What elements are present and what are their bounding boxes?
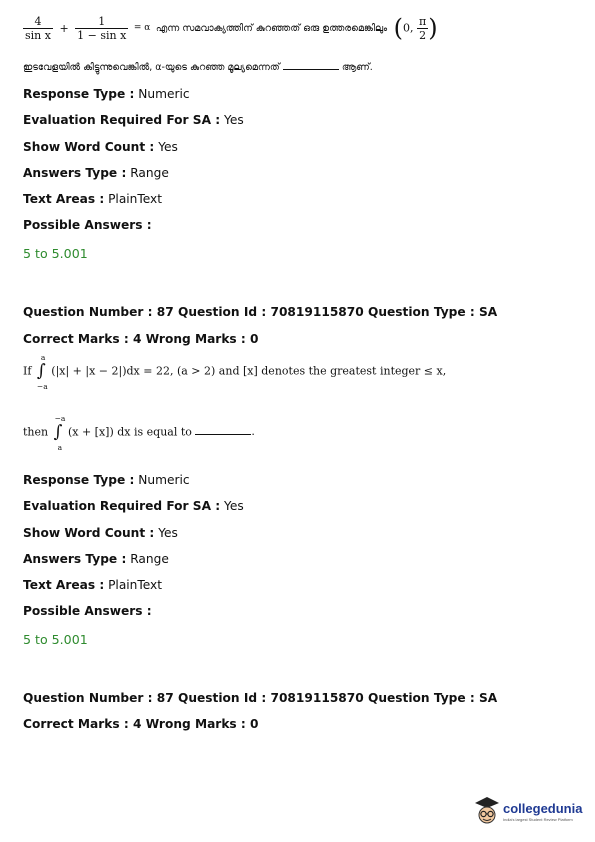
fraction-pi-over-2: $\frac{\pi}{2}$ <box>419 14 427 42</box>
possible-answers-label: Possible Answers : <box>23 218 152 232</box>
response-type-row: Response Type : Numeric <box>23 473 190 487</box>
graduate-mascot-icon <box>473 795 501 825</box>
fraction-1-over-1-minus-sinx: $\frac{1}{\text{1 − sin x}}$ <box>77 14 127 42</box>
show-word-count-row: Show Word Count : Yes <box>23 526 178 540</box>
logo-brand-text: collegedunia <box>503 801 583 816</box>
answers-type-row: Answers Type : Range <box>23 166 169 180</box>
evaluation-required-row: Evaluation Required For SA : Yes <box>23 499 244 513</box>
question-header: Question Number : 87 Question Id : 70819115870 Question Type : SA <box>23 691 498 705</box>
integral-sign: ∫ a −a <box>36 353 48 391</box>
q86-malayalam-text-2: ഇടവേളയിൽ കിട്ടുന്നുവെങ്കിൽ, α-യുടെ കുറഞ്ഞ മൂല്യമെന്നത് ആണ്. <box>23 62 373 73</box>
answer-blank <box>283 61 339 70</box>
possible-answer-value: 5 to 5.001 <box>23 632 88 647</box>
show-word-count-row: Show Word Count : Yes <box>23 140 178 154</box>
logo-tagline: India's largest Student Review Platform <box>503 817 573 822</box>
possible-answers-label: Possible Answers : <box>23 604 152 618</box>
possible-answer-value: 5 to 5.001 <box>23 246 88 261</box>
collegedunia-logo <box>473 795 583 827</box>
q86-equation-line: $\frac{4}{\text{sin x}}$ + $\frac{1}{\text{1 − sin x}}$ = α എന്ന സമവാക്യത്തിന് കുറഞ്ഞത് ഒരു ഉത്തരമെങ്കിലും (0, $\frac{\pi}{2}$ ) <box>25 14 438 42</box>
marks-row: Correct Marks : 4 Wrong Marks : 0 <box>23 717 259 731</box>
q86-malayalam-text-1: എന്ന സമവാക്യത്തിന് കുറഞ്ഞത് ഒരു ഉത്തരമെങ്കിലും <box>155 22 388 34</box>
text-areas-row: Text Areas : PlainText <box>23 578 163 592</box>
text-areas-row: Text Areas : PlainText <box>23 192 163 206</box>
q87-statement-line-1: If ∫ a −a (|x| + |x − 2|)dx = 22, (a > 2) and [x] denotes the greatest integer ≤ x, <box>23 353 447 391</box>
marks-row: Correct Marks : 4 Wrong Marks : 0 <box>23 332 259 346</box>
evaluation-required-row: Evaluation Required For SA : Yes <box>23 113 244 127</box>
question-header: Question Number : 87 Question Id : 70819115870 Question Type : SA <box>23 305 498 319</box>
fraction-4-over-sinx: $\frac{4}{\text{sin x}}$ <box>25 14 51 42</box>
response-type-row: Response Type : Numeric <box>23 87 190 101</box>
answers-type-row: Answers Type : Range <box>23 552 169 566</box>
integral-sign: ∫ −a a <box>53 414 66 452</box>
answer-blank <box>195 426 251 435</box>
q87-statement-line-2: then ∫ −a a (x + [x]) dx is equal to . <box>23 414 255 452</box>
